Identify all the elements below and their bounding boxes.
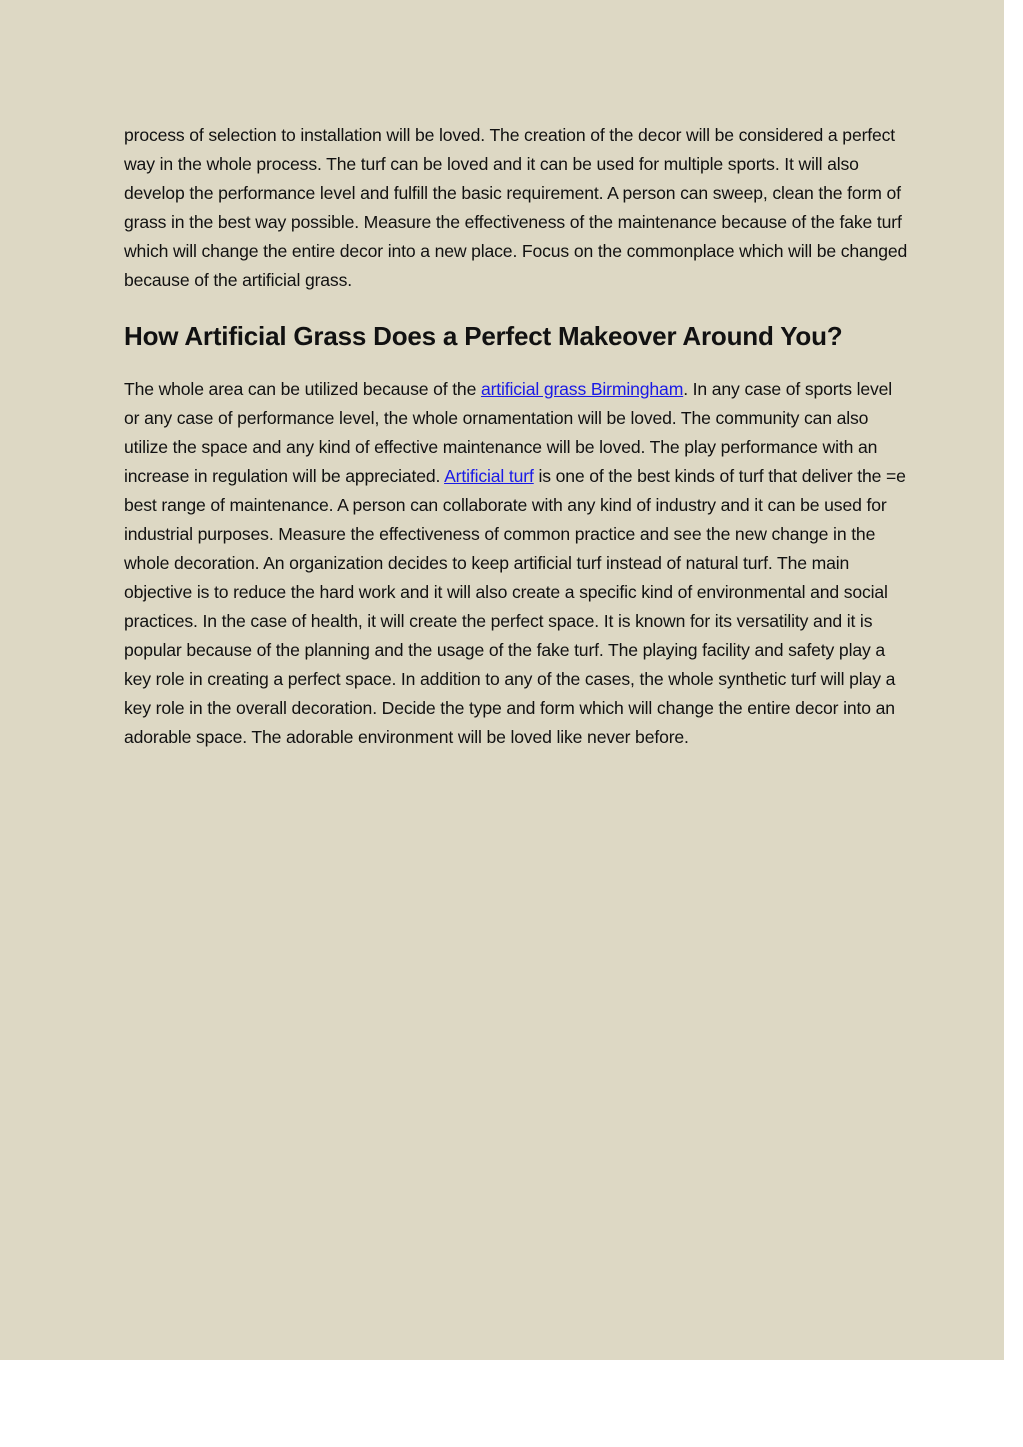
artificial-grass-birmingham-link[interactable]: artificial grass Birmingham bbox=[480, 379, 684, 399]
body-text-part-3: is one of the best kinds of turf that deliver the =e best range of maintenance. A person can collaborate with any kind of industry and it can be used for industrial purposes. Measure the effectiveness of common practice and see the new change in the whole decoration. An organization decides to keep artificial turf instead of natural turf. The main objective is to reduce the hard work and it will also create a specific kind of environmental and social practices. In the case of health, it will create the perfect space. It is known for its versatility and it is popular because of the planning and the usage of the fake turf. The playing facility and safety play a key role in creating a perfect space. In addition to any of the cases, the whole synthetic turf will play a key role in the overall decoration. Decide the type and form which will change the entire decor into an adorable space. The adorable environment will be loved like never before. bbox=[124, 466, 906, 747]
body-text-part-1: The whole area can be utilized because of the bbox=[124, 379, 481, 399]
intro-paragraph: process of selection to installation will be loved. The creation of the decor will be considered a perfect way in the whole process. The turf can be loved and it can be used for multiple sports. It will also develop the performance level and fulfill the basic requirement. A person can sweep, clean the form of grass in the best way possible. Measure the effectiveness of the maintenance because of the fake turf which will change the entire decor into a new place. Focus on the commonplace which will be changed because of the artificial grass. bbox=[124, 125, 908, 290]
section-heading: How Artificial Grass Does a Perfect Makeover Around You? bbox=[124, 321, 843, 351]
body-text-part-2: . In any case of sports level or any case of performance level, the whole ornamentation will be loved. The community can also utilize the space and any kind of effective maintenance will be loved. The play performance with an increase in regulation will be appreciated. bbox=[124, 379, 893, 486]
artificial-turf-link[interactable]: Artificial turf bbox=[444, 466, 534, 486]
document-content bbox=[124, 121, 909, 752]
body-paragraph bbox=[124, 375, 909, 752]
